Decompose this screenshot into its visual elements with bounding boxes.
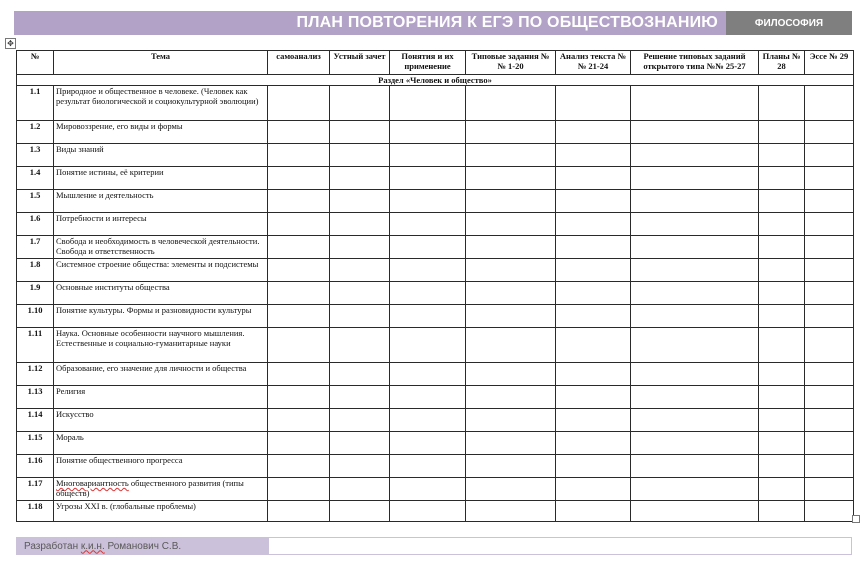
cell[interactable]: [466, 86, 556, 121]
row-topic: Свобода и необходимость в человеческой деятельности. Свобода и ответственность: [54, 236, 268, 259]
table-row: [17, 86, 854, 121]
cell[interactable]: [631, 282, 759, 305]
cell[interactable]: [556, 409, 631, 432]
row-num: 1.7: [17, 236, 54, 259]
row-topic: Понятие общественного прогресса: [54, 455, 268, 478]
cell[interactable]: [631, 328, 759, 363]
header-open: Решение типовых заданий открытого типа №№ 25-27: [631, 51, 759, 75]
plan-title: ПЛАН ПОВТОРЕНИЯ К ЕГЭ ПО ОБЩЕСТВОЗНАНИЮ: [14, 11, 726, 35]
cell[interactable]: [466, 386, 556, 409]
cell[interactable]: [330, 236, 390, 259]
cell[interactable]: [330, 478, 390, 501]
cell[interactable]: [631, 236, 759, 259]
row-num: 1.10: [17, 305, 54, 328]
cell[interactable]: [466, 432, 556, 455]
row-num: 1.16: [17, 455, 54, 478]
row-num: 1.1: [17, 86, 54, 121]
row-topic: Угрозы XXI в. (глобальные проблемы): [54, 501, 268, 522]
cell[interactable]: [268, 167, 330, 190]
header-essay: Эссе № 29: [805, 51, 854, 75]
cell[interactable]: [466, 236, 556, 259]
cell[interactable]: [390, 432, 466, 455]
cell[interactable]: [759, 363, 805, 386]
table-row: [17, 282, 854, 305]
cell[interactable]: [556, 282, 631, 305]
cell[interactable]: [556, 121, 631, 144]
cell[interactable]: [330, 409, 390, 432]
cell[interactable]: [805, 363, 854, 386]
footer-blank-field[interactable]: [268, 537, 852, 555]
table-row: [17, 167, 854, 190]
table-row: [17, 363, 854, 386]
table-row: [17, 409, 854, 432]
cell[interactable]: [330, 328, 390, 363]
cell[interactable]: [466, 259, 556, 282]
cell[interactable]: [759, 478, 805, 501]
cell[interactable]: [556, 167, 631, 190]
cell[interactable]: [805, 282, 854, 305]
row-num: 1.12: [17, 363, 54, 386]
cell[interactable]: [268, 409, 330, 432]
cell[interactable]: [330, 121, 390, 144]
cell[interactable]: [268, 213, 330, 236]
author-credit-prefix: Разработан: [24, 540, 81, 552]
cell[interactable]: [631, 190, 759, 213]
row-num: 1.18: [17, 501, 54, 522]
row-topic: Наука. Основные особенности научного мышления. Естественные и социально-гуманитарные науки: [54, 328, 268, 363]
cell[interactable]: [759, 86, 805, 121]
cell[interactable]: [631, 386, 759, 409]
cell[interactable]: [805, 328, 854, 363]
table-row: [17, 478, 854, 501]
row-num: 1.17: [17, 478, 54, 501]
cell[interactable]: [390, 386, 466, 409]
cell[interactable]: [759, 259, 805, 282]
cell[interactable]: [390, 86, 466, 121]
row-topic: Мировоззрение, его виды и формы: [54, 121, 268, 144]
cell[interactable]: [466, 363, 556, 386]
cell[interactable]: [759, 501, 805, 522]
cell[interactable]: [556, 432, 631, 455]
cell[interactable]: [268, 305, 330, 328]
cell[interactable]: [268, 282, 330, 305]
row-num: 1.9: [17, 282, 54, 305]
cell[interactable]: [390, 501, 466, 522]
section-row: [17, 75, 854, 86]
cell[interactable]: [330, 213, 390, 236]
cell[interactable]: [556, 144, 631, 167]
header-topic: Тема: [54, 51, 268, 75]
author-name: Романович С.В.: [104, 540, 182, 552]
row-num: 1.5: [17, 190, 54, 213]
header-num: №: [17, 51, 54, 75]
cell[interactable]: [631, 409, 759, 432]
header-selfanalysis: самоанализ: [268, 51, 330, 75]
cell[interactable]: [759, 121, 805, 144]
cell[interactable]: [268, 86, 330, 121]
cell[interactable]: [805, 259, 854, 282]
table-row: [17, 190, 854, 213]
cell[interactable]: [390, 282, 466, 305]
row-topic: Образование, его значение для личности и общества: [54, 363, 268, 386]
cell[interactable]: [556, 501, 631, 522]
cell[interactable]: [556, 86, 631, 121]
table-row: [17, 236, 854, 259]
table-row: [17, 121, 854, 144]
table-row: [17, 305, 854, 328]
row-topic-rest: общественного развития (типы обществ): [56, 478, 244, 498]
cell[interactable]: [805, 455, 854, 478]
cell[interactable]: [466, 144, 556, 167]
cell[interactable]: [268, 144, 330, 167]
row-topic: Виды знаний: [54, 144, 268, 167]
cell[interactable]: [390, 167, 466, 190]
cell[interactable]: [759, 144, 805, 167]
row-num: 1.4: [17, 167, 54, 190]
cell[interactable]: [466, 328, 556, 363]
cell[interactable]: [805, 86, 854, 121]
author-credit: [16, 537, 268, 555]
cell[interactable]: [805, 386, 854, 409]
cell[interactable]: [556, 236, 631, 259]
cell[interactable]: [390, 213, 466, 236]
cell[interactable]: [330, 259, 390, 282]
cell[interactable]: [631, 167, 759, 190]
row-num: 1.8: [17, 259, 54, 282]
cell[interactable]: [759, 432, 805, 455]
cell[interactable]: [631, 478, 759, 501]
cell[interactable]: [805, 121, 854, 144]
header-text: Анализ текста №№ 21-24: [556, 51, 631, 75]
cell[interactable]: [330, 386, 390, 409]
cell[interactable]: [268, 121, 330, 144]
cell[interactable]: [759, 409, 805, 432]
cell[interactable]: [631, 121, 759, 144]
row-topic: [54, 478, 268, 501]
cell[interactable]: [268, 432, 330, 455]
table-header-row: [17, 51, 854, 75]
cell[interactable]: [805, 432, 854, 455]
row-num: 1.11: [17, 328, 54, 363]
row-topic: Понятие истины, её критерии: [54, 167, 268, 190]
cell[interactable]: [466, 305, 556, 328]
cell[interactable]: [556, 478, 631, 501]
header-typical: Типовые задания №№ 1-20: [466, 51, 556, 75]
cell[interactable]: [330, 282, 390, 305]
cell[interactable]: [390, 121, 466, 144]
row-num: 1.3: [17, 144, 54, 167]
table-move-handle-icon[interactable]: ✥: [5, 38, 16, 49]
footer: [16, 537, 852, 555]
cell[interactable]: [466, 121, 556, 144]
table-row: [17, 328, 854, 363]
row-topic: Мораль: [54, 432, 268, 455]
header-plans: Планы № 28: [759, 51, 805, 75]
section-title: Раздел «Человек и общество»: [17, 75, 854, 86]
table-row: [17, 259, 854, 282]
cell[interactable]: [390, 236, 466, 259]
cell[interactable]: [466, 409, 556, 432]
cell[interactable]: [268, 236, 330, 259]
table-row: [17, 386, 854, 409]
cell[interactable]: [759, 305, 805, 328]
cell[interactable]: [466, 455, 556, 478]
cell[interactable]: [390, 478, 466, 501]
cell[interactable]: [556, 305, 631, 328]
cell[interactable]: [556, 213, 631, 236]
header-concepts: Понятия и их применение: [390, 51, 466, 75]
cell[interactable]: [759, 236, 805, 259]
cell[interactable]: [466, 501, 556, 522]
cell[interactable]: [390, 305, 466, 328]
row-num: 1.6: [17, 213, 54, 236]
row-topic: Основные институты общества: [54, 282, 268, 305]
table-row: [17, 501, 854, 522]
cell[interactable]: [466, 167, 556, 190]
cell[interactable]: [556, 455, 631, 478]
cell[interactable]: [466, 282, 556, 305]
cell[interactable]: [268, 386, 330, 409]
cell[interactable]: [805, 167, 854, 190]
row-topic: Понятие культуры. Формы и разновидности культуры: [54, 305, 268, 328]
cell[interactable]: [466, 213, 556, 236]
table-resize-handle[interactable]: [852, 515, 860, 523]
cell[interactable]: [631, 259, 759, 282]
cell[interactable]: [805, 236, 854, 259]
cell[interactable]: [631, 305, 759, 328]
row-topic: Мышление и деятельность: [54, 190, 268, 213]
cell[interactable]: [631, 213, 759, 236]
cell[interactable]: [330, 167, 390, 190]
table-row: [17, 213, 854, 236]
cell[interactable]: [390, 190, 466, 213]
cell[interactable]: [631, 144, 759, 167]
cell[interactable]: [805, 305, 854, 328]
cell[interactable]: [390, 455, 466, 478]
revision-plan-table: [16, 50, 854, 522]
row-topic: Природное и общественное в человеке. (Человек как результат биологической и социокультурной эволюции): [54, 86, 268, 121]
row-topic: Потребности и интересы: [54, 213, 268, 236]
cell[interactable]: [556, 386, 631, 409]
cell[interactable]: [631, 86, 759, 121]
cell[interactable]: [268, 363, 330, 386]
title-banner: [14, 11, 852, 35]
cell[interactable]: [805, 190, 854, 213]
cell[interactable]: [330, 432, 390, 455]
cell[interactable]: [805, 409, 854, 432]
cell[interactable]: [268, 190, 330, 213]
cell[interactable]: [390, 144, 466, 167]
cell[interactable]: [390, 259, 466, 282]
cell[interactable]: [268, 455, 330, 478]
cell[interactable]: [268, 478, 330, 501]
table-row: [17, 144, 854, 167]
cell[interactable]: [330, 190, 390, 213]
cell[interactable]: [556, 259, 631, 282]
cell[interactable]: [390, 409, 466, 432]
cell[interactable]: [556, 363, 631, 386]
cell[interactable]: [805, 501, 854, 522]
cell[interactable]: [466, 478, 556, 501]
row-topic: Искусство: [54, 409, 268, 432]
cell[interactable]: [268, 328, 330, 363]
row-topic: Религия: [54, 386, 268, 409]
cell[interactable]: [759, 213, 805, 236]
row-num: 1.15: [17, 432, 54, 455]
cell[interactable]: [390, 328, 466, 363]
cell[interactable]: [805, 478, 854, 501]
subject-label: ФИЛОСОФИЯ: [726, 11, 852, 35]
cell[interactable]: [268, 501, 330, 522]
cell[interactable]: [268, 259, 330, 282]
cell[interactable]: [759, 328, 805, 363]
table-row: [17, 455, 854, 478]
cell[interactable]: [759, 386, 805, 409]
cell[interactable]: [759, 455, 805, 478]
cell[interactable]: [805, 213, 854, 236]
row-num: 1.2: [17, 121, 54, 144]
cell[interactable]: [631, 363, 759, 386]
cell[interactable]: [330, 363, 390, 386]
cell[interactable]: [759, 190, 805, 213]
cell[interactable]: [631, 455, 759, 478]
cell[interactable]: [556, 190, 631, 213]
cell[interactable]: [631, 432, 759, 455]
cell[interactable]: [390, 363, 466, 386]
table-row: [17, 432, 854, 455]
cell[interactable]: [330, 305, 390, 328]
cell[interactable]: [631, 501, 759, 522]
cell[interactable]: [330, 455, 390, 478]
row-topic: Системное строение общества: элементы и подсистемы: [54, 259, 268, 282]
cell[interactable]: [330, 144, 390, 167]
cell[interactable]: [556, 328, 631, 363]
cell[interactable]: [330, 501, 390, 522]
cell[interactable]: [759, 167, 805, 190]
row-num: 1.13: [17, 386, 54, 409]
author-degree: к.и.н.: [80, 540, 105, 552]
cell[interactable]: [330, 86, 390, 121]
cell[interactable]: [805, 144, 854, 167]
row-topic-misspelled-word: Многовариантность: [56, 478, 129, 488]
cell[interactable]: [759, 282, 805, 305]
header-oral: Устный зачет: [330, 51, 390, 75]
cell[interactable]: [466, 190, 556, 213]
row-num: 1.14: [17, 409, 54, 432]
